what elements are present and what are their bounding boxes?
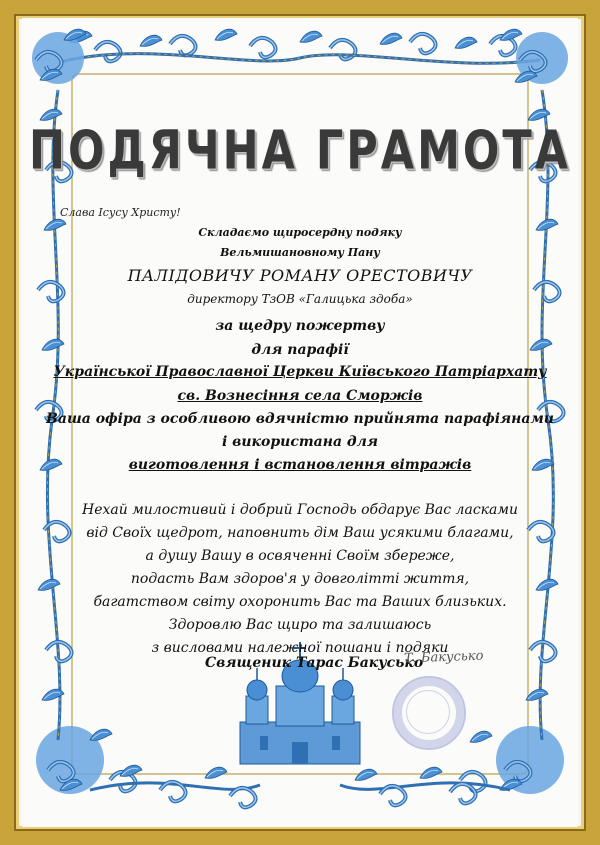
- blessing-line-1: Нехай милостивий і добрий Господь обдарує Вас ласками: [81, 502, 518, 518]
- blessing-line-6: Здоровлю Вас щиро та залишаюсь: [168, 617, 432, 633]
- signature-name: Священик Тарас Бакусько: [205, 655, 424, 671]
- recipient-name: ПАЛІДОВИЧУ РОМАНУ ОРЕСТОВИЧУ: [127, 266, 473, 285]
- bottom-ornament-band: [90, 765, 510, 807]
- blessing-line-5: багатством світу охоронить Вас та Ваших близьких.: [93, 594, 507, 610]
- greeting: Слава Ісусу Христу!: [60, 206, 181, 219]
- recipient-position: директору ТзОВ «Галицька здоба»: [187, 292, 413, 306]
- blessing-line-3: а душу Вашу в освяченні Своїм збереже,: [145, 548, 455, 564]
- honorific-line: Вельмишановному Пану: [220, 246, 380, 259]
- parish-line: для парафії: [251, 342, 349, 358]
- blessing-line-2: від Своїх щедрот, наповнить дім Ваш усякими благами,: [86, 525, 514, 541]
- donation-line: за щедру пожертву: [215, 318, 385, 334]
- blessing-line-7: з висловами належної пошани і подяки: [151, 640, 449, 656]
- top-ornament-band: [60, 29, 540, 63]
- certificate-title: ПОДЯЧНА ГРАМОТА: [28, 119, 572, 183]
- village-line: св. Вознесіння села Сморжів: [177, 388, 423, 404]
- top-left-corner-flourish: [32, 29, 86, 84]
- handwritten-signature: Т. Бакусько: [403, 648, 484, 667]
- usage-line: і використана для: [221, 434, 379, 450]
- offering-line: Ваша офіра з особливою вдячністю прийнята парафіянами: [46, 411, 554, 427]
- church-seal-stamp: [392, 676, 466, 750]
- seal-inner-ring: [406, 690, 450, 734]
- top-right-corner-flourish: [500, 29, 568, 84]
- thanks-line: Складаємо щиросердну подяку: [198, 226, 402, 239]
- blessing-line-4: подасть Вам здоров'я у довголітті життя,: [130, 571, 470, 587]
- church-name-line: Української Православної Церкви Київського Патріархату: [53, 364, 547, 380]
- purpose-line: виготовлення і встановлення вітражів: [128, 457, 472, 473]
